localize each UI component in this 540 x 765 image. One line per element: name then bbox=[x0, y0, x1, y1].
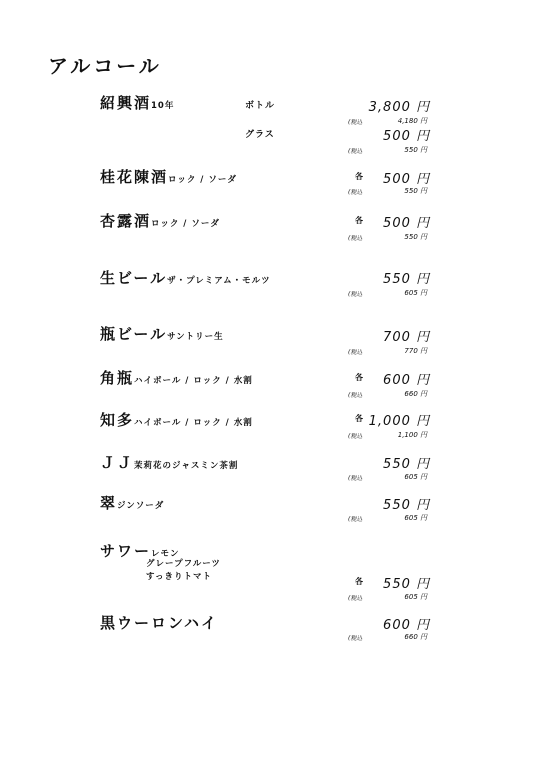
tax-price: 605 円 bbox=[404, 514, 427, 522]
item-suffix: サントリー生 bbox=[167, 332, 224, 342]
menu-item-bottle-beer bbox=[100, 323, 224, 344]
item-suffix: ロック / ソーダ bbox=[151, 219, 220, 229]
each-label: 各 bbox=[355, 373, 363, 382]
price: 600 円 bbox=[383, 618, 430, 633]
tax-label: (税込 bbox=[348, 119, 363, 126]
tax-label: (税込 bbox=[348, 595, 363, 602]
price: 550 円 bbox=[383, 498, 430, 513]
item-name: ＪＪ bbox=[100, 454, 135, 472]
bottle-label: ボトル bbox=[245, 101, 276, 111]
tax-price: 660 円 bbox=[404, 633, 427, 641]
tax-price: 1,100 円 bbox=[397, 431, 427, 439]
item-suffix: ハイボール / ロック / 水割 bbox=[134, 376, 253, 386]
sour-flavor-tomato: すっきりトマト bbox=[146, 572, 212, 582]
price: 500 円 bbox=[383, 216, 430, 231]
tax-price: 550 円 bbox=[404, 146, 427, 154]
item-name: 紹興酒 bbox=[100, 94, 152, 112]
price: 550 円 bbox=[383, 457, 430, 472]
price: 1,000 円 bbox=[368, 414, 430, 429]
each-label: 各 bbox=[355, 414, 363, 423]
item-suffix: 茉莉花のジャスミン茶割 bbox=[134, 461, 239, 471]
price: 700 円 bbox=[383, 330, 430, 345]
tax-label: (税込 bbox=[348, 189, 363, 196]
tax-price: 770 円 bbox=[404, 347, 427, 355]
tax-price: 605 円 bbox=[404, 593, 427, 601]
each-label: 各 bbox=[355, 577, 363, 586]
sour-flavor-grapefruit: グレープフルーツ bbox=[146, 559, 221, 569]
price: 550 円 bbox=[383, 272, 430, 287]
item-suffix: ロック / ソーダ bbox=[168, 175, 237, 185]
menu-item-jj bbox=[100, 452, 238, 473]
price: 600 円 bbox=[383, 373, 430, 388]
price: 3,800 円 bbox=[368, 100, 430, 115]
menu-item-shaoxing bbox=[100, 92, 174, 113]
tax-label: (税込 bbox=[348, 349, 363, 356]
menu-item-draft-beer bbox=[100, 267, 271, 288]
item-suffix: ザ・プレミアム・モルツ bbox=[167, 276, 271, 286]
each-label: 各 bbox=[355, 216, 363, 225]
each-label: 各 bbox=[355, 172, 363, 181]
item-name: 角瓶 bbox=[100, 369, 135, 387]
item-name: 瓶ビール bbox=[100, 325, 168, 343]
tax-price: 550 円 bbox=[404, 233, 427, 241]
menu-item-kakubin bbox=[100, 367, 253, 388]
price: 500 円 bbox=[383, 172, 430, 187]
item-suffix: 10年 bbox=[151, 101, 175, 111]
menu-item-kuro-oolong-hi bbox=[100, 612, 218, 633]
menu-item-anzu bbox=[100, 210, 220, 231]
menu-item-sui bbox=[100, 492, 164, 513]
tax-price: 4,180 円 bbox=[397, 117, 427, 125]
tax-price: 605 円 bbox=[404, 289, 427, 297]
item-name: 翠 bbox=[100, 494, 118, 512]
item-suffix: レモン bbox=[151, 549, 180, 559]
item-name: 黒ウーロンハイ bbox=[100, 614, 218, 632]
tax-price: 605 円 bbox=[404, 473, 427, 481]
tax-label: (税込 bbox=[348, 291, 363, 298]
menu-item-chita bbox=[100, 409, 253, 430]
item-name: 杏露酒 bbox=[100, 212, 152, 230]
tax-label: (税込 bbox=[348, 392, 363, 399]
tax-label: (税込 bbox=[348, 148, 363, 155]
menu-item-keika bbox=[100, 166, 237, 187]
tax-label: (税込 bbox=[348, 516, 363, 523]
glass-label: グラス bbox=[245, 130, 275, 140]
tax-label: (税込 bbox=[348, 635, 363, 642]
tax-price: 660 円 bbox=[404, 390, 427, 398]
item-name: 生ビール bbox=[100, 269, 168, 287]
price: 550 円 bbox=[383, 577, 430, 592]
item-suffix: ジンソーダ bbox=[117, 501, 165, 511]
page-title: アルコール bbox=[48, 54, 162, 78]
item-suffix: ハイボール / ロック / 水割 bbox=[134, 418, 253, 428]
tax-label: (税込 bbox=[348, 475, 363, 482]
tax-label: (税込 bbox=[348, 433, 363, 440]
item-name: サワー bbox=[100, 542, 152, 560]
tax-label: (税込 bbox=[348, 235, 363, 242]
tax-price: 550 円 bbox=[404, 187, 427, 195]
item-name: 知多 bbox=[100, 411, 135, 429]
item-name: 桂花陳酒 bbox=[100, 168, 169, 186]
price: 500 円 bbox=[383, 129, 430, 144]
